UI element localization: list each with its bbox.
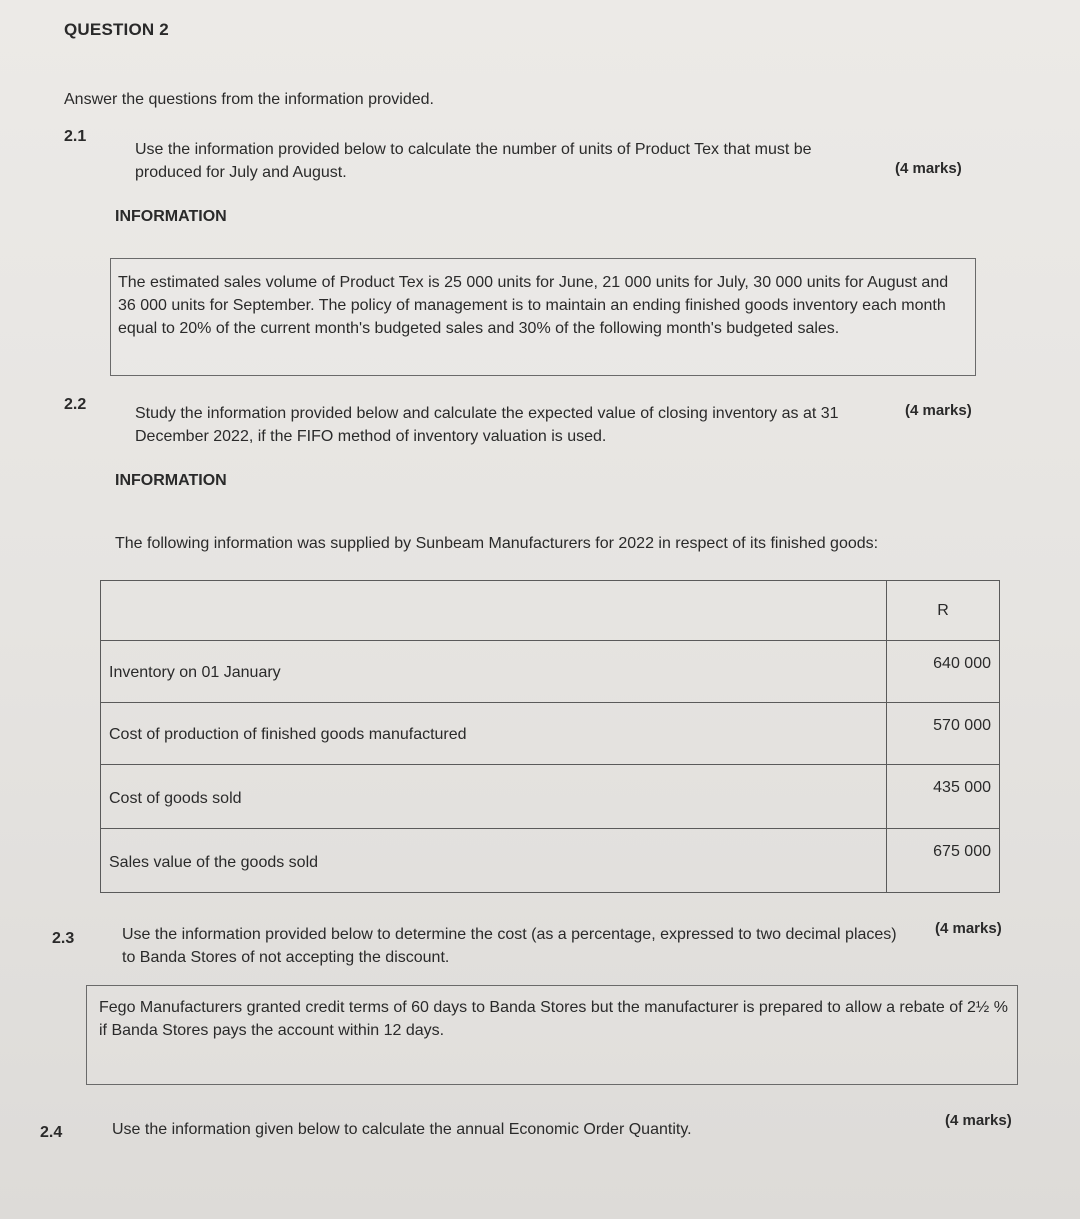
table-header-currency: R: [887, 581, 1000, 641]
question-2-1-text: Use the information provided below to calculate the number of units of Product Tex that must be produced for July and August.: [135, 141, 812, 181]
table-row-amount: 675 000: [887, 829, 1000, 893]
question-2-3-info-text: Fego Manufacturers granted credit terms of 60 days to Banda Stores but the manufacturer is prepared to allow a rebate of 2½ % if Banda Stores pays the account within 12 days.: [99, 999, 1008, 1039]
question-2-2-marks: (4 marks): [905, 402, 972, 419]
question-2-3-info-box: [86, 985, 1018, 1085]
question-2-1-info-box: [110, 258, 976, 376]
table-row: [101, 703, 1000, 765]
question-title: QUESTION 2: [64, 20, 169, 39]
intro-text: Answer the questions from the information provided.: [64, 91, 434, 108]
table-row-label: Sales value of the goods sold: [101, 829, 887, 893]
table-row-amount: 435 000: [887, 765, 1000, 829]
table-row-label: Cost of goods sold: [101, 765, 887, 829]
table-row: [101, 829, 1000, 893]
question-2-4-marks: (4 marks): [945, 1112, 1012, 1129]
fifo-table: [100, 580, 1000, 892]
question-2-4-number: 2.4: [40, 1124, 63, 1141]
table-row-amount: 570 000: [887, 703, 1000, 765]
question-2-3-number: 2.3: [52, 930, 75, 947]
table-row: [101, 641, 1000, 703]
table-header-row: [101, 581, 1000, 641]
table-row-amount: 640 000: [887, 641, 1000, 703]
table-row: [101, 765, 1000, 829]
question-2-3-text: Use the information provided below to determine the cost (as a percentage, expressed to two decimal places) to Banda Stores of not accepting the discount.: [122, 926, 897, 966]
question-2-2-supplied-text: The following information was supplied by Sunbeam Manufacturers for 2022 in respect of its finished goods:: [115, 535, 879, 552]
table-header-blank-cell: [101, 581, 887, 641]
question-2-3-marks: (4 marks): [935, 920, 1002, 937]
question-2-1-number: 2.1: [64, 128, 87, 145]
question-2-1-marks: (4 marks): [895, 160, 962, 177]
fifo-table-grid: [100, 580, 1000, 893]
question-2-1-info-heading: INFORMATION: [115, 208, 227, 225]
table-row-label: Cost of production of finished goods manufactured: [101, 703, 887, 765]
question-2-2-text: Study the information provided below and calculate the expected value of closing inventory as at 31 December 2022, if the FIFO method of inventory valuation is used.: [135, 405, 839, 445]
question-2-2-number: 2.2: [64, 396, 87, 413]
table-row-label: Inventory on 01 January: [101, 641, 887, 703]
question-2-2-info-heading: INFORMATION: [115, 472, 227, 489]
question-2-1-info-text: The estimated sales volume of Product Tex is 25 000 units for June, 21 000 units for July, 30 000 units for August and 36 000 units for September. The policy of management is to maintain an ending finished goods inventory each month equal to 20% of the current month's budgeted sales and 30% of the following month's budgeted sales.: [118, 274, 949, 337]
question-2-4-text: Use the information given below to calculate the annual Economic Order Quantity.: [112, 1121, 692, 1138]
